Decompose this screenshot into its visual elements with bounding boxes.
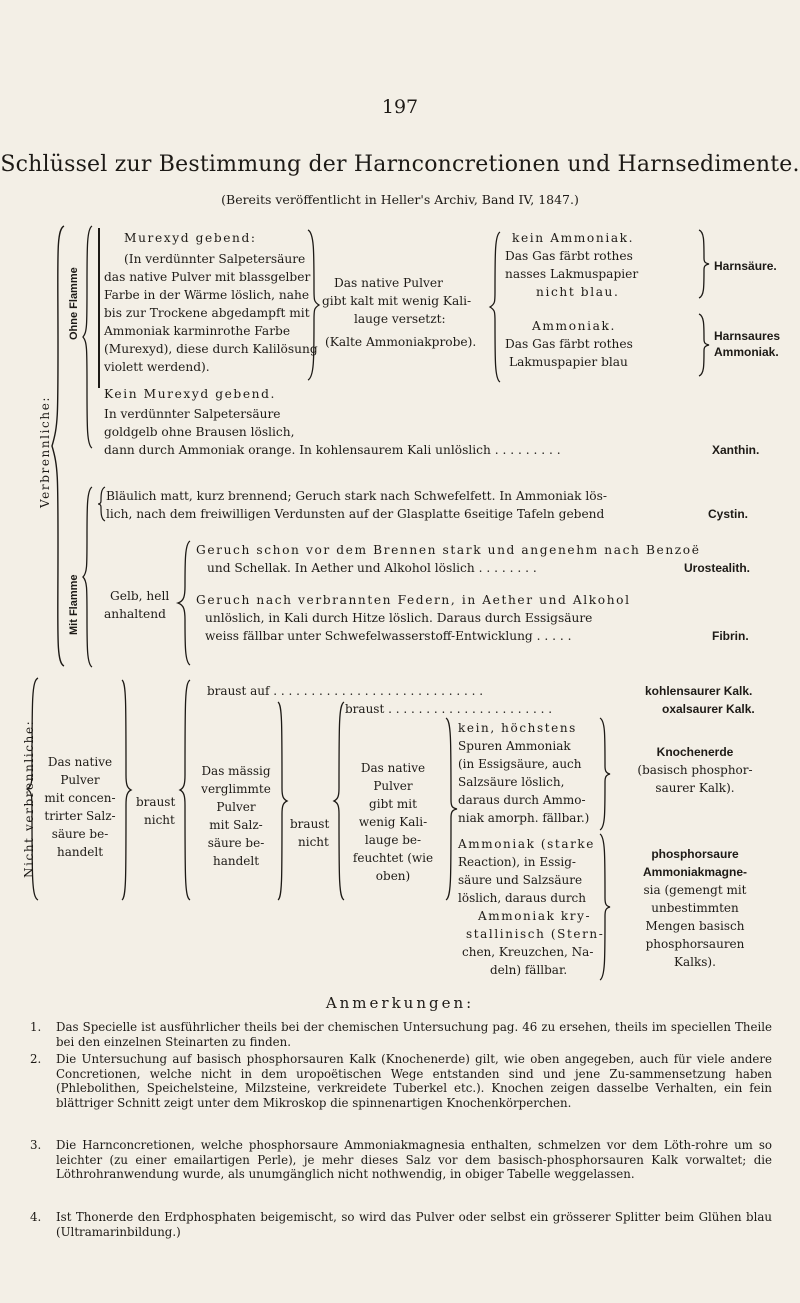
page-number: 197 xyxy=(381,96,419,118)
result-knochenerde-detail: (basisch phosphor- xyxy=(637,763,753,777)
ammoniak-line: Das Gas färbt rothes xyxy=(505,337,633,351)
murexyd-line: (Murexyd), diese durch Kalilösung xyxy=(104,342,318,356)
murexyd-line: bis zur Trockene abgedampft mit xyxy=(104,306,310,320)
ammoniak-starke-line: Ammoniak (starke xyxy=(458,837,595,851)
braust-nicht-1: nicht xyxy=(144,813,175,827)
pulver-line: (Kalte Ammoniakprobe). xyxy=(325,335,477,349)
braust: braust . . . . . . . . . . . . . . . . . . . . . . xyxy=(345,702,553,716)
result-phosphorsaure-detail: Kalks). xyxy=(674,955,716,969)
col1-line: Das native xyxy=(47,755,113,769)
ammoniak-starke-line: deln) fällbar. xyxy=(490,963,568,977)
brace-cystin xyxy=(98,487,106,521)
pulver-line: Das native Pulver xyxy=(334,276,443,290)
result-urostealith: Urostealith. xyxy=(684,561,751,575)
col1-line: säure be- xyxy=(51,827,109,841)
kein-murexyd-line: dann durch Ammoniak orange. In kohlensaurem Kali unlöslich . . . . . . . . . xyxy=(104,443,561,457)
brace-gelb xyxy=(178,541,192,665)
kein-ammoniak-2-line: (in Essigsäure, auch xyxy=(458,757,582,771)
notes-heading: Anmerkungen: xyxy=(325,994,475,1012)
cystin-text: lich, nach dem freiwilligen Verdunsten auf der Glasplatte 6seitige Tafeln gebend xyxy=(106,507,605,521)
brace-col2 xyxy=(276,702,288,900)
urostealith-text: und Schellak. In Aether und Alkohol löslich . . . . . . . . xyxy=(207,561,537,575)
result-cystin: Cystin. xyxy=(708,507,749,521)
col3-line: oben) xyxy=(375,869,411,883)
result-kohlensaurer-kalk: kohlensaurer Kalk. xyxy=(645,684,753,698)
ammoniak-starke-line: stallinisch (Stern- xyxy=(466,927,605,941)
col1-line: Pulver xyxy=(60,773,100,787)
murexyd-line: Ammoniak karminrothe Farbe xyxy=(104,324,291,338)
result-phosphorsaure-detail: unbestimmten xyxy=(651,901,739,915)
murexyd-line: (In verdünnter Salpetersäure xyxy=(124,252,306,266)
brace-verbrennliche xyxy=(52,226,66,666)
result-harnsaures-ammoniak: Harnsaures xyxy=(714,329,781,343)
murexyd-heading: Murexyd gebend: xyxy=(124,231,257,245)
result-xanthin: Xanthin. xyxy=(712,443,760,457)
side-label-mit-flamme: Mit Flamme xyxy=(68,574,80,635)
col3-line: gibt mit xyxy=(369,797,417,811)
braust-nicht-1: braust xyxy=(136,795,176,809)
pulver-line: lauge versetzt: xyxy=(354,312,446,326)
murexyd-line: das native Pulver mit blassgelber xyxy=(104,270,311,284)
gelb-label: anhaltend xyxy=(104,607,166,621)
col3-line: feuchtet (wie xyxy=(352,851,434,865)
page-title: Schlüssel zur Bestimmung der Harnconcretionen und Harnsedimente. xyxy=(0,152,800,177)
kein-ammoniak-2-line: niak amorph. fällbar.) xyxy=(458,811,590,825)
result-oxalsaurer-kalk: oxalsaurer Kalk. xyxy=(662,702,755,716)
kein-murexyd-heading: Kein Murexyd gebend. xyxy=(104,387,276,401)
ammoniak-line: Lakmuspapier blau xyxy=(509,355,628,369)
result-harnsaeure: Harnsäure. xyxy=(714,259,777,273)
result-phosphorsaure: Ammoniakmagne- xyxy=(642,865,748,879)
kein-ammoniak-2-line: Spuren Ammoniak xyxy=(458,739,571,753)
brace-col1 xyxy=(120,680,132,900)
brace-mit-flamme xyxy=(83,487,93,667)
col3-line: Das native xyxy=(360,761,426,775)
note-item: 1. Das Specielle ist ausführlicher theils bei der chemischen Untersuchung pag. 46 zu ersehen, theils im speciellen Theile bei den einzelnen Steinarten zu finden. xyxy=(30,1020,772,1049)
urostealith-text: Geruch schon vor dem Brennen stark und angenehm nach Benzoë xyxy=(196,543,701,557)
kein-ammoniak-line: nasses Lakmuspapier xyxy=(505,267,639,281)
kein-ammoniak-line: Das Gas färbt rothes xyxy=(505,249,633,263)
col3-line: wenig Kali- xyxy=(358,815,428,829)
brace-murexyd xyxy=(306,230,320,380)
braust-nicht-2: nicht xyxy=(298,835,329,849)
kein-ammoniak-2-heading: kein, höchstens xyxy=(458,721,577,735)
brace-harnsaures-ammoniak xyxy=(697,314,711,376)
kein-murexyd-line: In verdünnter Salpetersäure xyxy=(104,407,281,421)
note-item: 4. Ist Thonerde den Erdphosphaten beigemischt, so wird das Pulver oder selbst ein grösserer Splitter beim Glühen blau (Ultramarinbildung.) xyxy=(30,1210,772,1239)
note-item: 3. Die Harnconcretionen, welche phosphorsaure Ammoniakmagnesia enthalten, schmelzen vor dem Löth-rohre um so leichter (zu einer emailartigen Perle), je mehr dieses Salz vor dem basisch-phosphorsauren Kalk vorwaltet; die Löthrohranwendung wurde, als unumgänglich nicht nothwendig, in obiger Tabelle weggelassen. xyxy=(30,1138,772,1181)
cystin-text: Bläulich matt, kurz brennend; Geruch stark nach Schwefelfett. In Ammoniak lös- xyxy=(106,489,607,503)
page-subtitle: (Bereits veröffentlicht in Heller's Archiv, Band IV, 1847.) xyxy=(221,192,579,207)
brace-col3 xyxy=(444,718,458,900)
result-harnsaures-ammoniak: Ammoniak. xyxy=(714,345,779,359)
side-label-nicht-verbrennliche: Nicht verbrennliche: xyxy=(22,719,36,878)
rule-ohne-flamme xyxy=(98,228,100,388)
braust-nicht-2: braust xyxy=(290,817,330,831)
fibrin-text: Geruch nach verbrannten Federn, in Aether und Alkohol xyxy=(196,593,631,607)
col1-line: handelt xyxy=(56,845,104,859)
murexyd-line: Farbe in der Wärme löslich, nahe xyxy=(104,288,310,302)
ammoniak-starke-line: säure und Salzsäure xyxy=(458,873,583,887)
result-knochenerde-detail: saurer Kalk). xyxy=(655,781,735,795)
col2-line: Das mässig xyxy=(201,764,271,778)
col2-line: Pulver xyxy=(216,800,256,814)
result-phosphorsaure-detail: sia (gemengt mit xyxy=(643,883,747,897)
side-label-verbrennliche: Verbrennliche: xyxy=(38,395,52,508)
result-knochenerde: Knochenerde xyxy=(656,745,734,759)
ammoniak-starke-line: Ammoniak kry- xyxy=(478,909,592,923)
col2-line: handelt xyxy=(212,854,260,868)
col1-line: trirter Salz- xyxy=(44,809,116,823)
col3-line: Pulver xyxy=(373,779,413,793)
brace-pulver xyxy=(490,232,502,382)
kein-ammoniak-heading: kein Ammoniak. xyxy=(512,231,635,245)
side-label-ohne-flamme: Ohne Flamme xyxy=(68,267,80,340)
col2-line: mit Salz- xyxy=(209,818,263,832)
ammoniak-starke-line: chen, Kreuzchen, Na- xyxy=(462,945,594,959)
brace-nicht-verbrennliche xyxy=(27,678,39,900)
note-item: 2. Die Untersuchung auf basisch phosphorsauren Kalk (Knochenerde) gilt, wie oben angegeben, auch für viele andere Concretionen, welche nicht in dem uropoëtischen Wege entstanden sind und jene Zu-sammensetzung haben (Phlebolithen, Speichelsteine, Milzsteine, verkreidete Tuberkel etc.). Knochen zeigen dasselbe Verhalten, ein fein blättriger Schnitt zeigt unter dem Mikroskop die spinnenartigen Knochenkörperchen. xyxy=(30,1052,772,1110)
col2-line: säure be- xyxy=(207,836,265,850)
kein-ammoniak-line: nicht blau. xyxy=(536,285,620,299)
ammoniak-starke-line: löslich, daraus durch xyxy=(458,891,586,905)
brace-ohne-flamme xyxy=(83,226,93,448)
brace-harnsaeure xyxy=(697,230,711,298)
result-fibrin: Fibrin. xyxy=(712,629,749,643)
pulver-line: gibt kalt mit wenig Kali- xyxy=(322,294,472,308)
result-phosphorsaure-detail: phosphorsauren xyxy=(645,937,745,951)
col2-line: verglimmte xyxy=(201,782,271,796)
gelb-label: Gelb, hell xyxy=(110,589,170,603)
ammoniak-starke-line: Reaction), in Essig- xyxy=(458,855,576,869)
kein-ammoniak-2-line: Salzsäure löslich, xyxy=(458,775,565,789)
kein-murexyd-line: goldgelb ohne Brausen löslich, xyxy=(104,425,295,439)
murexyd-line: violett werdend). xyxy=(104,360,210,374)
kein-ammoniak-2-line: daraus durch Ammo- xyxy=(458,793,586,807)
braust-auf: braust auf . . . . . . . . . . . . . . . . . . . . . . . . . . . . xyxy=(207,684,484,698)
result-phosphorsaure-detail: Mengen basisch xyxy=(645,919,745,933)
fibrin-text: weiss fällbar unter Schwefelwasserstoff-Entwicklung . . . . . xyxy=(205,629,572,643)
col3-line: lauge be- xyxy=(364,833,422,847)
ammoniak-heading: Ammoniak. xyxy=(532,319,616,333)
col1-line: mit concen- xyxy=(44,791,116,805)
fibrin-text: unlöslich, in Kali durch Hitze löslich. Daraus durch Essigsäure xyxy=(205,611,593,625)
result-phosphorsaure: phosphorsaure xyxy=(651,847,739,861)
